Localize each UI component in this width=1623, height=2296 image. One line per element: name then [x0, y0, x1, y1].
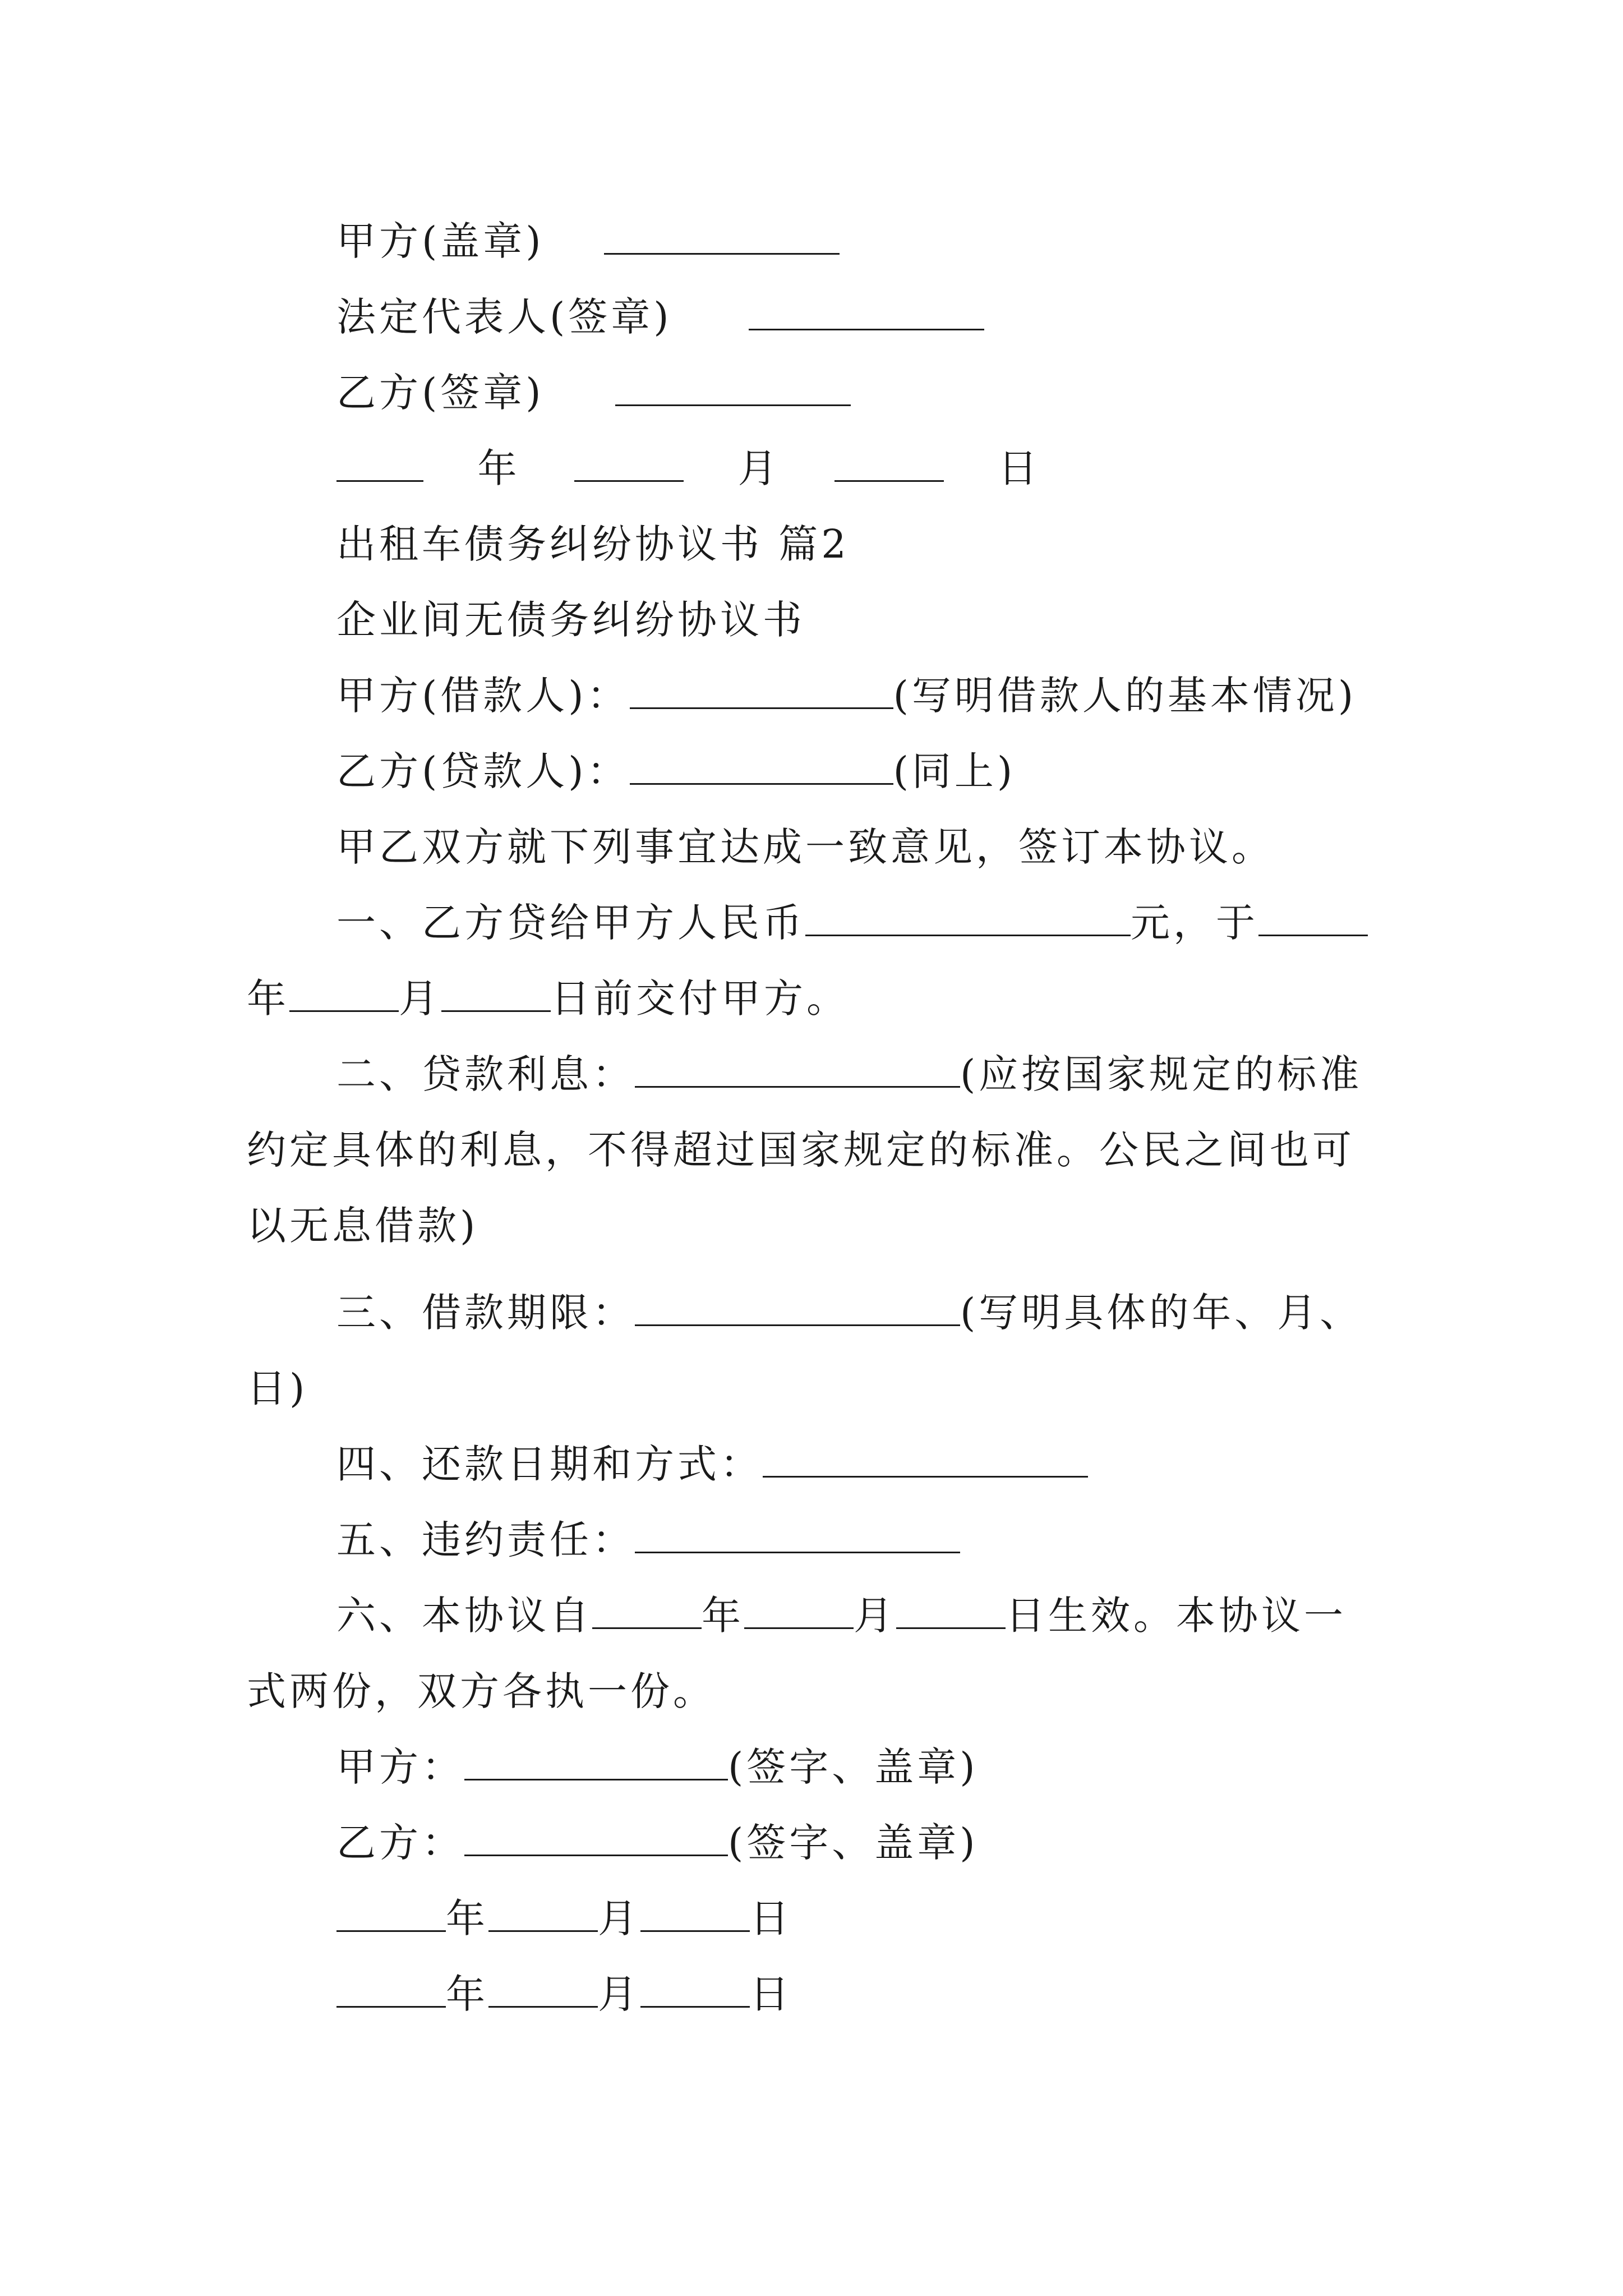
clause-2-line-2: 约定具体的利息，不得超过国家规定的标准。公民之间也可: [247, 1127, 1355, 1173]
final-party-b-note: (签字、盖章): [728, 1820, 979, 1866]
clause-1-text-d: 月: [399, 976, 441, 1022]
clause-2-text-b: (应按国家规定的标准: [960, 1051, 1363, 1097]
clause-1-amount-blank: [805, 901, 1131, 936]
day-label: 日: [998, 445, 1041, 491]
party-a-borrower-label: 甲方(借款人)：: [336, 673, 630, 719]
clause-3-term-blank: [635, 1291, 960, 1326]
party-b-lender-label: 乙方(贷款人)：: [336, 748, 630, 794]
party-a-borrower-blank: [630, 674, 893, 709]
intro-paragraph: 甲乙双方就下列事宜达成一致意见，签订本协议。: [336, 824, 1274, 870]
clause-3-text-b: (写明具体的年、月、: [960, 1290, 1363, 1336]
section-title: 出租车债务纠纷协议书 篇2: [336, 521, 850, 567]
party-a-seal-label: 甲方(盖章): [336, 218, 545, 264]
final-party-b-label: 乙方：: [336, 1820, 464, 1866]
signature-party-a-line: [336, 213, 840, 269]
year-label: 年: [477, 445, 520, 491]
clause-2-interest-blank: [635, 1052, 960, 1088]
party-b-seal-blank: [615, 371, 851, 406]
day-blank: [834, 447, 944, 482]
party-b-lender-blank: [630, 749, 893, 785]
clause-6-day-blank: [896, 1594, 1006, 1629]
final-date-2-day-label: 日: [750, 1971, 792, 2017]
final-party-b-blank: [464, 1821, 728, 1856]
clause-6-line-2: 式两份，双方各执一份。: [247, 1668, 716, 1714]
clause-3-text-a: 三、借款期限：: [336, 1290, 635, 1336]
final-date-1-year-blank: [336, 1897, 446, 1932]
agreement-title: 企业间无债务纠纷协议书: [336, 597, 805, 643]
final-date-2-year-blank: [336, 1972, 446, 2008]
final-date-2-day-blank: [640, 1972, 750, 2008]
clause-2-line-1: [336, 1046, 1362, 1102]
final-date-2-month-blank: [488, 1972, 598, 2008]
clause-2-line-3: 以无息借款): [247, 1203, 479, 1249]
clause-6-text-b: 年: [702, 1593, 744, 1639]
clause-5-line: [336, 1512, 960, 1568]
month-label: 月: [737, 445, 781, 491]
party-a-borrower-line: [336, 668, 1357, 724]
clause-4-line: [336, 1436, 1088, 1492]
year-blank: [336, 447, 423, 482]
party-b-seal-label: 乙方(签章): [336, 370, 545, 416]
clause-1-line-2: [247, 970, 849, 1027]
clause-2-text-a: 二、贷款利息：: [336, 1051, 635, 1097]
clause-3-line-1: [336, 1285, 1362, 1341]
clause-1-text-e: 日前交付甲方。: [551, 976, 849, 1022]
clause-3-line-2: 日): [247, 1365, 308, 1411]
final-date-1-day-blank: [640, 1897, 750, 1932]
clause-1-text-b: 元，于: [1131, 900, 1258, 946]
clause-1-year-blank: [1258, 901, 1368, 936]
clause-4-text: 四、还款日期和方式：: [336, 1441, 763, 1487]
final-date-line-2: [336, 1966, 792, 2022]
final-date-line-1: [336, 1890, 792, 1947]
clause-6-year-blank: [592, 1594, 702, 1629]
party-a-seal-blank: [604, 219, 840, 255]
final-sign-party-b: [336, 1815, 979, 1871]
party-a-borrower-note: (写明借款人的基本情况): [893, 673, 1357, 719]
final-party-a-label: 甲方：: [336, 1744, 464, 1790]
final-party-a-note: (签字、盖章): [728, 1744, 979, 1790]
party-b-lender-line: [336, 743, 1016, 799]
party-b-lender-note: (同上): [893, 748, 1016, 794]
final-sign-party-a: [336, 1739, 979, 1795]
clause-1-day-blank: [441, 977, 551, 1012]
clause-6-text-d: 日生效。本协议一: [1006, 1593, 1347, 1639]
date-line-1: [336, 440, 1041, 496]
final-party-a-blank: [464, 1745, 728, 1780]
clause-6-line-1: [336, 1588, 1347, 1644]
month-blank: [574, 447, 684, 482]
clause-6-month-blank: [744, 1594, 854, 1629]
final-date-1-month-blank: [488, 1897, 598, 1932]
clause-4-blank: [763, 1442, 1088, 1478]
final-date-2-year-label: 年: [446, 1971, 488, 2017]
final-date-2-month-label: 月: [598, 1971, 640, 2017]
final-date-1-day-label: 日: [750, 1895, 792, 1941]
clause-6-text-a: 六、本协议自: [336, 1593, 592, 1639]
clause-1-text-c: 年: [247, 976, 289, 1022]
legal-rep-label: 法定代表人(签章): [336, 294, 672, 340]
clause-6-text-c: 月: [854, 1593, 896, 1639]
clause-1-line-1: [336, 895, 1368, 951]
final-date-1-month-label: 月: [598, 1895, 640, 1941]
clause-1-month-blank: [289, 977, 399, 1012]
legal-rep-blank: [749, 295, 984, 330]
signature-legal-rep-line: [336, 289, 984, 345]
signature-party-b-line: [336, 365, 851, 421]
clause-5-blank: [635, 1518, 960, 1553]
final-date-1-year-label: 年: [446, 1895, 488, 1941]
clause-5-text: 五、违约责任：: [336, 1517, 635, 1563]
clause-1-text-a: 一、乙方贷给甲方人民币: [336, 900, 805, 946]
